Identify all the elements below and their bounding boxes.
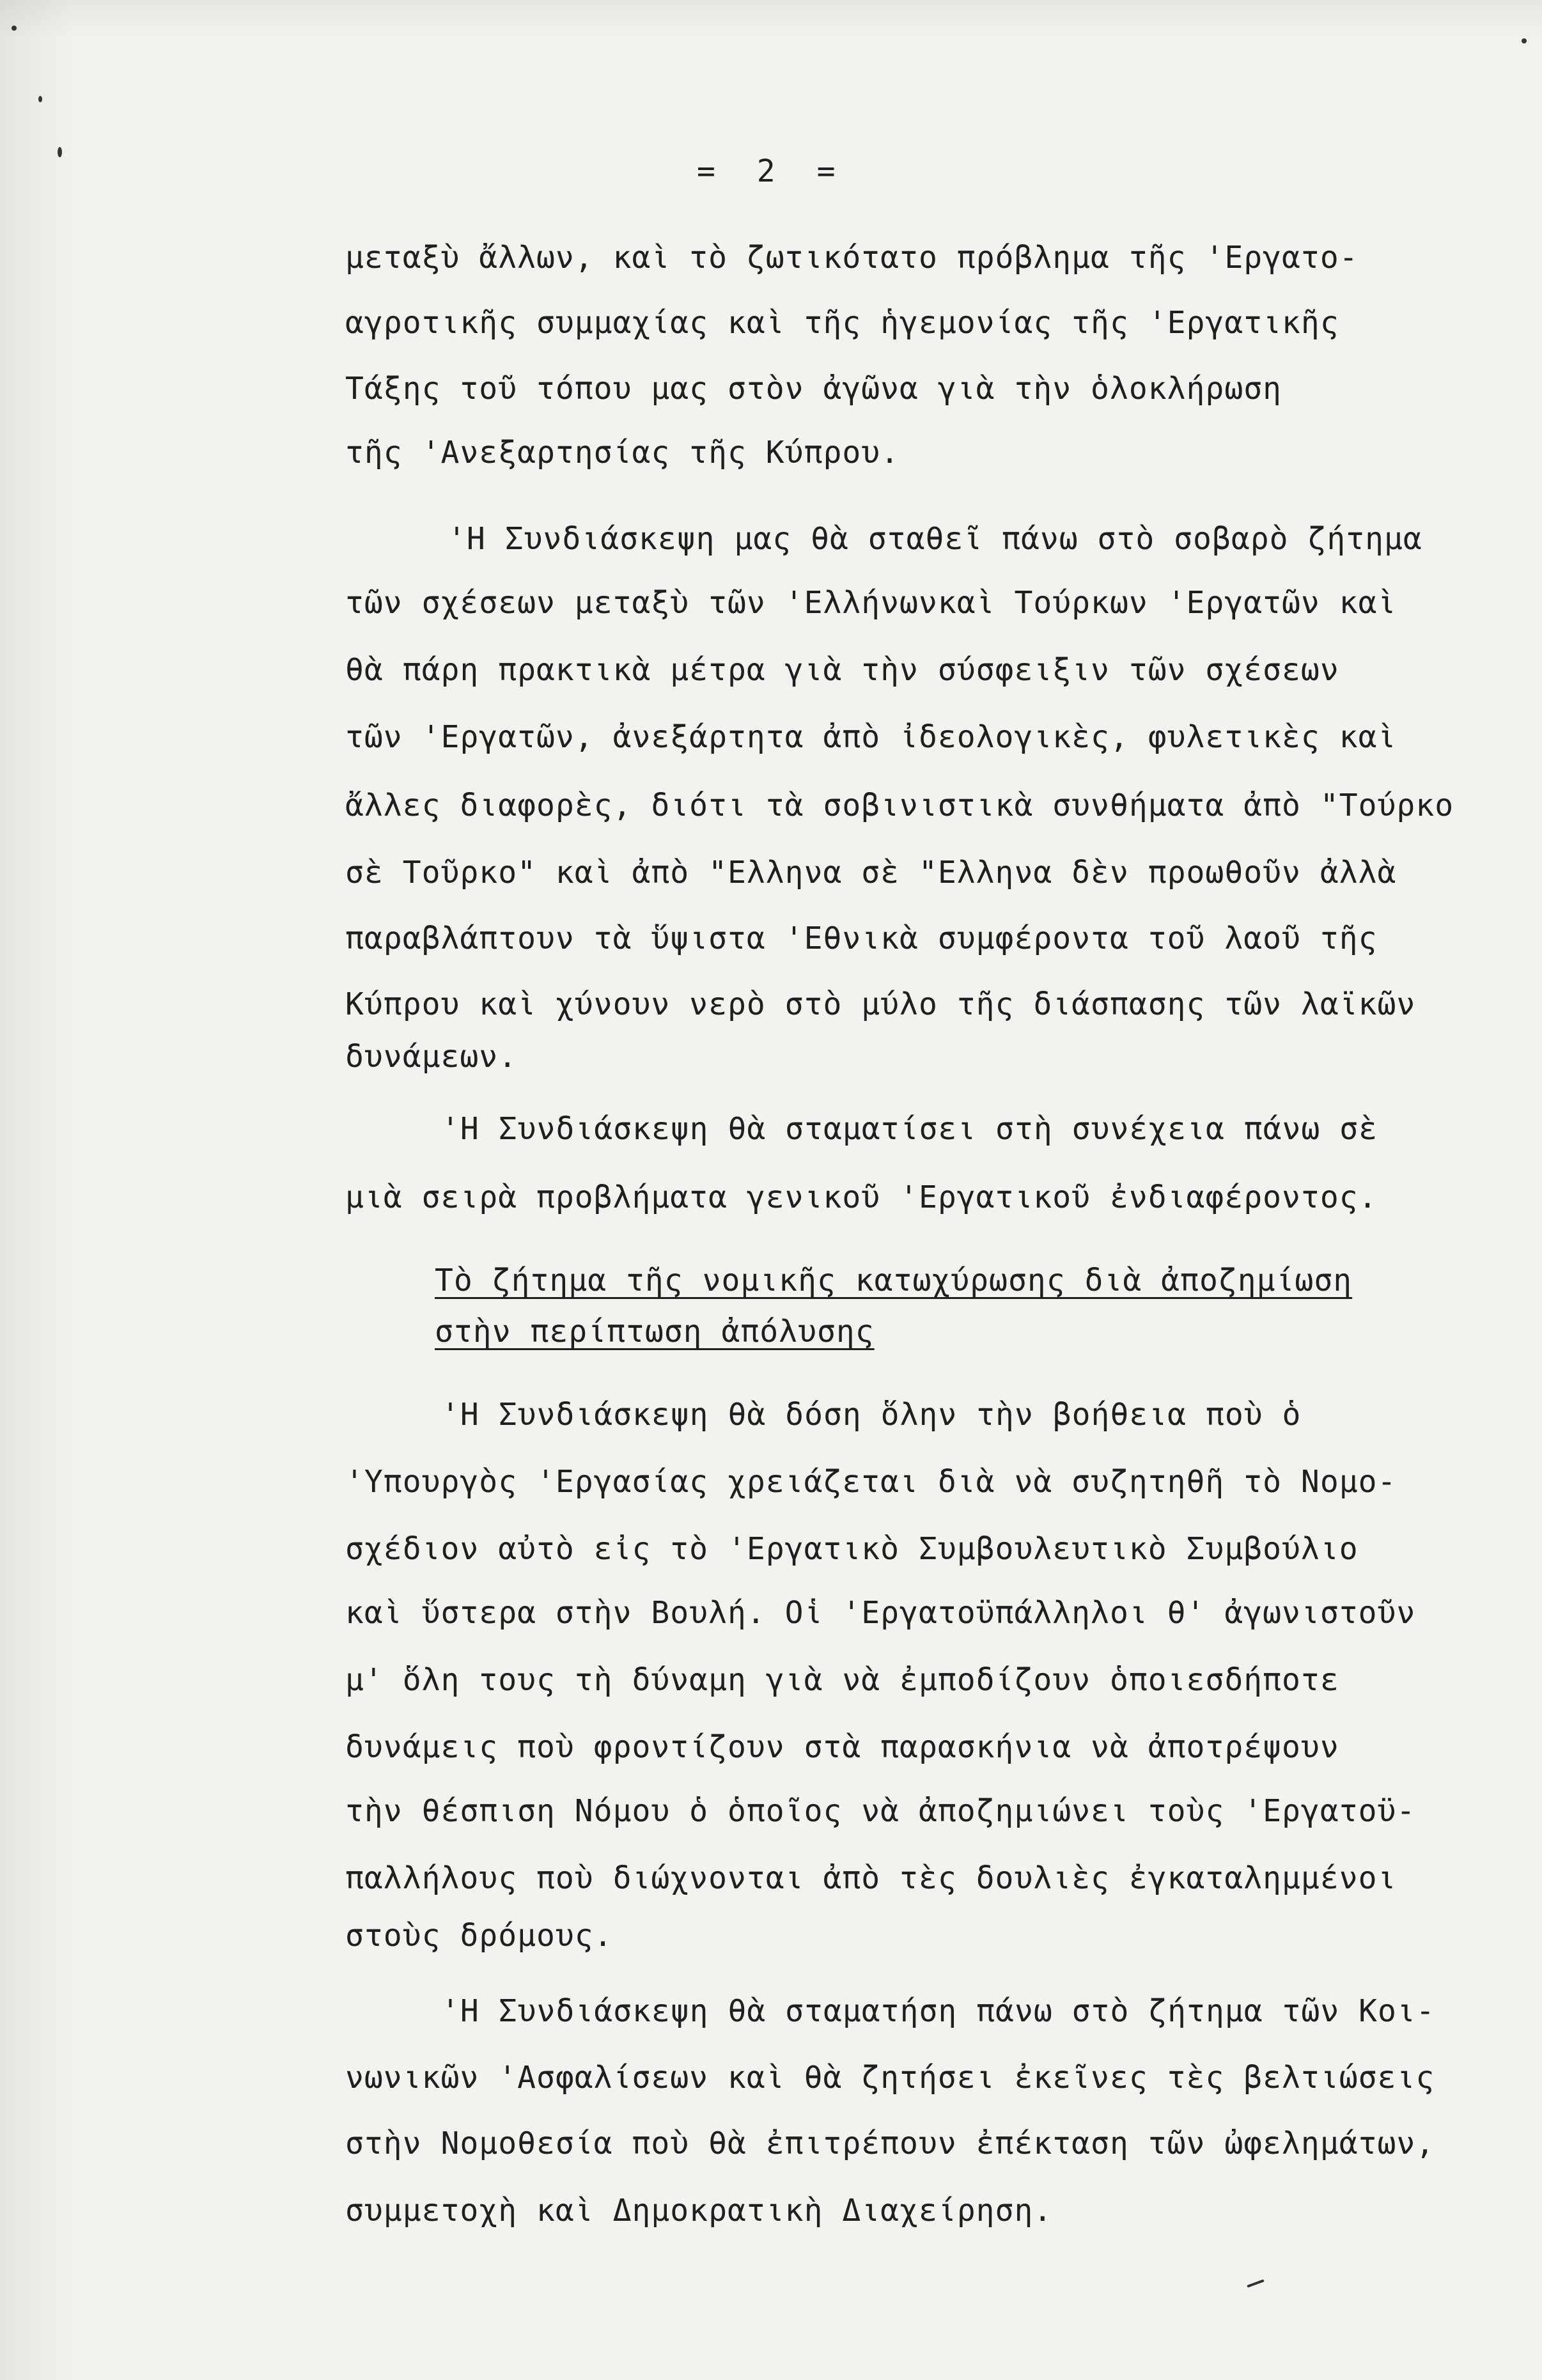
text-line: 'Υπουργὸς 'Εργασίας χρειάζεται διὰ νὰ συζητηθῆ τὸ Νομο- (345, 1464, 1397, 1500)
section-heading: Τὸ ζήτημα τῆς νομικῆς κατωχύρωσης διὰ ἀποζημίωση (435, 1263, 1353, 1298)
text-line: αγροτικῆς συμμαχίας καὶ τῆς ἡγεμονίας τῆς 'Εργατικῆς (345, 305, 1339, 341)
text-line: συμμετοχὴ καὶ Δημοκρατικὴ Διαχείρηση. (345, 2193, 1053, 2228)
scan-speck (38, 96, 42, 102)
scan-speck (1522, 38, 1527, 43)
text-line: 'Η Συνδιάσκεψη θὰ σταματήση πάνω στὸ ζήτημα τῶν Κοι- (441, 1993, 1435, 2029)
text-line: τῆς 'Ανεξαρτησίας τῆς Κύπρου. (345, 435, 900, 471)
text-line: 'Η Συνδιάσκεψη θὰ σταματίσει στὴ συνέχεια πάνω σὲ (441, 1111, 1378, 1147)
section-heading: στὴν περίπτωση ἀπόλυσης (435, 1314, 875, 1349)
text-line: 'Η Συνδιάσκεψη μας θὰ σταθεῖ πάνω στὸ σοβαρὸ ζήτημα (448, 521, 1422, 557)
text-line: δυνάμεις ποὺ φροντίζουν στὰ παρασκήνια νὰ ἀποτρέψουν (345, 1729, 1339, 1765)
text-line: τῶν 'Εργατῶν, ἀνεξάρτητα ἀπὸ ἰδεολογικὲς, φυλετικὲς καὶ (345, 719, 1397, 755)
text-line: μ' ὅλη τους τὴ δύναμη γιὰ νὰ ἐμποδίζουν ὁποιεσδήποτε (345, 1662, 1339, 1698)
text-line: σὲ Τοῦρκο" καὶ ἀπὸ "Ελληνα σὲ "Ελληνα δὲν προωθοῦν ἀλλὰ (345, 855, 1397, 891)
scan-speck (1247, 2279, 1265, 2287)
scan-speck (58, 147, 62, 157)
text-line: τὴν θέσπιση Νόμου ὁ ὁποῖος νὰ ἀποζημιώνει τοὺς 'Εργατοϋ- (345, 1793, 1416, 1829)
scan-shadow-top (0, 0, 1542, 38)
text-line: παραβλάπτουν τὰ ὕψιστα 'Εθνικὰ συμφέροντα τοῦ λαοῦ τῆς (345, 921, 1378, 956)
text-line: Τάξης τοῦ τόπου μας στὸν ἀγῶνα γιὰ τὴν ὁλοκλήρωση (345, 371, 1282, 407)
text-line: καὶ ὕστερα στὴν Βουλή. Οἱ 'Εργατοϋπάλληλοι θ' ἀγωνιστοῦν (345, 1595, 1416, 1631)
text-line: σχέδιον αὐτὸ εἰς τὸ 'Εργατικὸ Συμβουλευτικὸ Συμβούλιο (345, 1531, 1359, 1567)
page-number: = 2 = (697, 153, 847, 189)
text-line: στοὺς δρόμους. (345, 1918, 613, 1954)
text-line: δυνάμεων. (345, 1039, 518, 1075)
text-line: στὴν Νομοθεσία ποὺ θὰ ἐπιτρέπουν ἐπέκταση τῶν ὠφελημάτων, (345, 2126, 1435, 2161)
text-line: 'Η Συνδιάσκεψη θὰ δόση ὅλην τὴν βοήθεια ποὺ ὁ (441, 1397, 1302, 1433)
text-line: παλλήλους ποὺ διώχνονται ἀπὸ τὲς δουλιὲς ἐγκαταλημμένοι (345, 1860, 1397, 1896)
scan-shadow-left (0, 0, 77, 2380)
text-line: μεταξὺ ἄλλων, καὶ τὸ ζωτικότατο πρόβλημα τῆς 'Εργατο- (345, 240, 1359, 276)
text-line: νωνικῶν 'Ασφαλίσεων καὶ θὰ ζητήσει ἐκεῖνες τὲς βελτιώσεις (345, 2060, 1435, 2096)
text-line: τῶν σχέσεων μεταξὺ τῶν 'Ελλήνωνκαὶ Τούρκων 'Εργατῶν καὶ (345, 585, 1397, 621)
scan-speck (12, 26, 17, 31)
text-line: ἄλλες διαφορὲς, διότι τὰ σοβινιστικὰ συνθήματα ἀπὸ "Τούρκο (345, 788, 1454, 823)
text-line: θὰ πάρη πρακτικὰ μέτρα γιὰ τὴν σύσφειξιν τῶν σχέσεων (345, 652, 1339, 688)
text-line: Κύπρου καὶ χύνουν νερὸ στὸ μύλο τῆς διάσπασης τῶν λαϊκῶν (345, 986, 1416, 1022)
text-line: μιὰ σειρὰ προβλήματα γενικοῦ 'Εργατικοῦ ἐνδιαφέροντος. (345, 1179, 1378, 1215)
